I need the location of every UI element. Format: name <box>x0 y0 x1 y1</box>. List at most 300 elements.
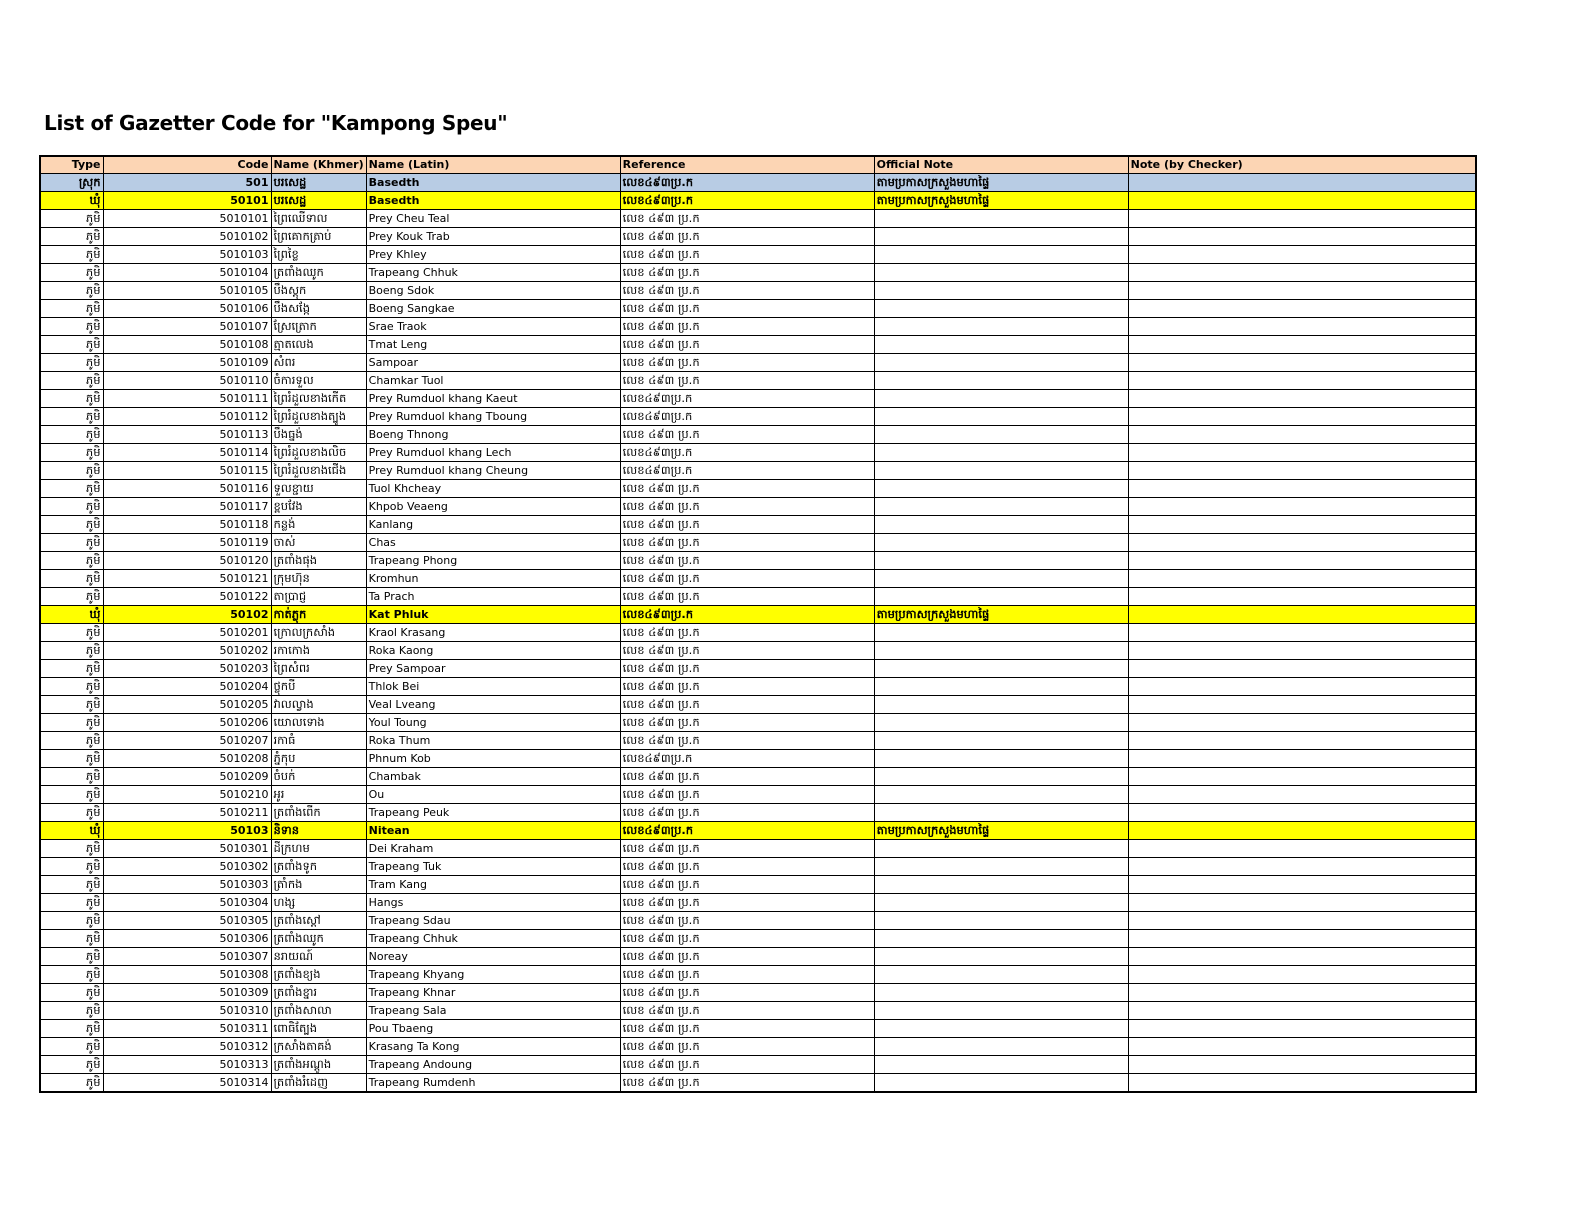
cell-name-khmer[interactable]: តាប្រាជ្ញ <box>271 588 366 606</box>
cell-official-note[interactable] <box>874 840 1128 858</box>
cell-note-checker[interactable] <box>1128 552 1476 570</box>
cell-name-khmer[interactable]: ត្រពាំងរំដេញ <box>271 1074 366 1093</box>
cell-reference[interactable]: លេខ៤៩៣ប្រ.ក <box>620 390 874 408</box>
cell-official-note[interactable] <box>874 552 1128 570</box>
cell-official-note[interactable] <box>874 408 1128 426</box>
cell-name-latin[interactable]: Kromhun <box>366 570 620 588</box>
cell-name-khmer[interactable]: ក្រសាំងតាគង់ <box>271 1038 366 1056</box>
cell-official-note[interactable] <box>874 984 1128 1002</box>
cell-reference[interactable]: លេខ ៤៩៣ ប្រ.ក <box>620 354 874 372</box>
cell-name-latin[interactable]: Prey Rumduol khang Cheung <box>366 462 620 480</box>
cell-official-note[interactable] <box>874 696 1128 714</box>
cell-type[interactable]: ភូមិ <box>40 696 103 714</box>
cell-official-note[interactable] <box>874 894 1128 912</box>
cell-note-checker[interactable] <box>1128 912 1476 930</box>
cell-code[interactable]: 5010314 <box>103 1074 271 1093</box>
cell-type[interactable]: ភូមិ <box>40 966 103 984</box>
cell-code[interactable]: 50103 <box>103 822 271 840</box>
cell-code[interactable]: 5010208 <box>103 750 271 768</box>
cell-note-checker[interactable] <box>1128 840 1476 858</box>
cell-name-latin[interactable]: Ta Prach <box>366 588 620 606</box>
cell-official-note[interactable] <box>874 480 1128 498</box>
cell-reference[interactable]: លេខ ៤៩៣ ប្រ.ក <box>620 948 874 966</box>
cell-note-checker[interactable] <box>1128 516 1476 534</box>
cell-note-checker[interactable] <box>1128 624 1476 642</box>
cell-name-khmer[interactable]: នរាយណ៍ <box>271 948 366 966</box>
cell-code[interactable]: 5010306 <box>103 930 271 948</box>
cell-code[interactable]: 5010122 <box>103 588 271 606</box>
cell-reference[interactable]: លេខ ៤៩៣ ប្រ.ក <box>620 282 874 300</box>
cell-type[interactable]: ភូមិ <box>40 552 103 570</box>
cell-name-latin[interactable]: Hangs <box>366 894 620 912</box>
cell-official-note[interactable] <box>874 786 1128 804</box>
cell-reference[interactable]: លេខ ៤៩៣ ប្រ.ក <box>620 588 874 606</box>
cell-reference[interactable]: លេខ ៤៩៣ ប្រ.ក <box>620 1056 874 1074</box>
cell-note-checker[interactable] <box>1128 408 1476 426</box>
cell-name-khmer[interactable]: ត្រពាំងឈូក <box>271 930 366 948</box>
cell-code[interactable]: 5010115 <box>103 462 271 480</box>
cell-name-khmer[interactable]: ត្រពាំងខ្យង <box>271 966 366 984</box>
cell-name-latin[interactable]: Kat Phluk <box>366 606 620 624</box>
cell-code[interactable]: 5010102 <box>103 228 271 246</box>
cell-name-khmer[interactable]: ក្រុមហ៊ុន <box>271 570 366 588</box>
cell-name-khmer[interactable]: ត្រពាំងពើក <box>271 804 366 822</box>
cell-official-note[interactable] <box>874 876 1128 894</box>
cell-reference[interactable]: លេខ ៤៩៣ ប្រ.ក <box>620 858 874 876</box>
cell-reference[interactable]: លេខ ៤៩៣ ប្រ.ក <box>620 894 874 912</box>
cell-name-latin[interactable]: Trapeang Sala <box>366 1002 620 1020</box>
cell-name-latin[interactable]: Prey Rumduol khang Kaeut <box>366 390 620 408</box>
cell-official-note[interactable] <box>874 354 1128 372</box>
cell-reference[interactable]: លេខ៤៩៣ប្រ.ក <box>620 174 874 192</box>
cell-name-latin[interactable]: Chambak <box>366 768 620 786</box>
cell-official-note[interactable] <box>874 750 1128 768</box>
cell-code[interactable]: 5010307 <box>103 948 271 966</box>
cell-official-note[interactable] <box>874 300 1128 318</box>
cell-name-khmer[interactable]: បរសេដ្ឋ <box>271 174 366 192</box>
cell-name-latin[interactable]: Khpob Veaeng <box>366 498 620 516</box>
cell-name-khmer[interactable]: ត្រពាំងអណ្ដូង <box>271 1056 366 1074</box>
cell-name-latin[interactable]: Trapeang Chhuk <box>366 264 620 282</box>
cell-name-latin[interactable]: Noreay <box>366 948 620 966</box>
cell-reference[interactable]: លេខ ៤៩៣ ប្រ.ក <box>620 228 874 246</box>
cell-note-checker[interactable] <box>1128 768 1476 786</box>
cell-type[interactable]: ភូមិ <box>40 1074 103 1093</box>
cell-note-checker[interactable] <box>1128 534 1476 552</box>
cell-type[interactable]: ភូមិ <box>40 390 103 408</box>
cell-name-khmer[interactable]: ចំការទួល <box>271 372 366 390</box>
cell-official-note[interactable] <box>874 588 1128 606</box>
cell-type[interactable]: ភូមិ <box>40 534 103 552</box>
cell-name-khmer[interactable]: ចាស់ <box>271 534 366 552</box>
cell-reference[interactable]: លេខ ៤៩៣ ប្រ.ក <box>620 912 874 930</box>
cell-official-note[interactable] <box>874 678 1128 696</box>
cell-type[interactable]: ភូមិ <box>40 912 103 930</box>
cell-note-checker[interactable] <box>1128 354 1476 372</box>
cell-name-latin[interactable]: Trapeang Khyang <box>366 966 620 984</box>
cell-official-note[interactable] <box>874 1002 1128 1020</box>
cell-name-khmer[interactable]: ដីក្រហម <box>271 840 366 858</box>
cell-official-note[interactable] <box>874 624 1128 642</box>
cell-name-latin[interactable]: Boeng Sdok <box>366 282 620 300</box>
cell-reference[interactable]: លេខ៤៩៣ប្រ.ក <box>620 750 874 768</box>
cell-official-note[interactable] <box>874 1074 1128 1093</box>
cell-name-latin[interactable]: Srae Traok <box>366 318 620 336</box>
cell-name-khmer[interactable]: កាត់ភ្លុក <box>271 606 366 624</box>
cell-note-checker[interactable] <box>1128 570 1476 588</box>
cell-type[interactable]: ឃុំ <box>40 606 103 624</box>
cell-name-latin[interactable]: Basedth <box>366 192 620 210</box>
cell-name-khmer[interactable]: ព្រៃរំដួលខាងត្បូង <box>271 408 366 426</box>
cell-official-note[interactable] <box>874 498 1128 516</box>
cell-type[interactable]: ភូមិ <box>40 678 103 696</box>
cell-reference[interactable]: លេខ ៤៩៣ ប្រ.ក <box>620 966 874 984</box>
cell-note-checker[interactable] <box>1128 966 1476 984</box>
cell-official-note[interactable]: តាមប្រកាសក្រសួងមហាផ្ទៃ <box>874 822 1128 840</box>
cell-name-khmer[interactable]: បឹងស្ដុក <box>271 282 366 300</box>
cell-reference[interactable]: លេខ៤៩៣ប្រ.ក <box>620 606 874 624</box>
cell-note-checker[interactable] <box>1128 714 1476 732</box>
cell-code[interactable]: 5010106 <box>103 300 271 318</box>
cell-code[interactable]: 50101 <box>103 192 271 210</box>
cell-name-khmer[interactable]: ត្រពាំងផុង <box>271 552 366 570</box>
cell-note-checker[interactable] <box>1128 804 1476 822</box>
cell-type[interactable]: ភូមិ <box>40 228 103 246</box>
cell-note-checker[interactable] <box>1128 1074 1476 1093</box>
cell-name-latin[interactable]: Trapeang Phong <box>366 552 620 570</box>
cell-reference[interactable]: លេខ ៤៩៣ ប្រ.ក <box>620 534 874 552</box>
cell-code[interactable]: 5010201 <box>103 624 271 642</box>
cell-note-checker[interactable] <box>1128 894 1476 912</box>
cell-name-khmer[interactable]: រកាធំ <box>271 732 366 750</box>
cell-code[interactable]: 5010207 <box>103 732 271 750</box>
cell-code[interactable]: 5010301 <box>103 840 271 858</box>
cell-reference[interactable]: លេខ ៤៩៣ ប្រ.ក <box>620 246 874 264</box>
cell-official-note[interactable] <box>874 282 1128 300</box>
cell-code[interactable]: 5010305 <box>103 912 271 930</box>
cell-official-note[interactable] <box>874 1056 1128 1074</box>
cell-code[interactable]: 5010205 <box>103 696 271 714</box>
cell-type[interactable]: ភូមិ <box>40 318 103 336</box>
cell-name-khmer[interactable]: ថ្លុកបី <box>271 678 366 696</box>
cell-name-latin[interactable]: Boeng Thnong <box>366 426 620 444</box>
column-header-code[interactable]: Code <box>103 156 271 174</box>
cell-name-khmer[interactable]: ស្រែត្រោក <box>271 318 366 336</box>
cell-note-checker[interactable] <box>1128 750 1476 768</box>
cell-type[interactable]: ភូមិ <box>40 1020 103 1038</box>
cell-note-checker[interactable] <box>1128 246 1476 264</box>
cell-note-checker[interactable] <box>1128 282 1476 300</box>
cell-name-khmer[interactable]: បរសេដ្ឋ <box>271 192 366 210</box>
cell-name-khmer[interactable]: យោលទោង <box>271 714 366 732</box>
cell-code[interactable]: 5010117 <box>103 498 271 516</box>
cell-type[interactable]: ភូមិ <box>40 444 103 462</box>
cell-name-latin[interactable]: Trapeang Khnar <box>366 984 620 1002</box>
cell-reference[interactable]: លេខ៤៩៣ប្រ.ក <box>620 192 874 210</box>
cell-type[interactable]: ភូមិ <box>40 480 103 498</box>
column-header-official-note[interactable]: Official Note <box>874 156 1128 174</box>
cell-code[interactable]: 5010119 <box>103 534 271 552</box>
cell-reference[interactable]: លេខ ៤៩៣ ប្រ.ក <box>620 264 874 282</box>
column-header-name-khmer[interactable]: Name (Khmer) <box>271 156 366 174</box>
cell-official-note[interactable] <box>874 732 1128 750</box>
cell-code[interactable]: 5010103 <box>103 246 271 264</box>
cell-official-note[interactable]: តាមប្រកាសក្រសួងមហាផ្ទៃ <box>874 192 1128 210</box>
cell-type[interactable]: ភូមិ <box>40 408 103 426</box>
cell-reference[interactable]: លេខ ៤៩៣ ប្រ.ក <box>620 786 874 804</box>
cell-official-note[interactable] <box>874 336 1128 354</box>
cell-official-note[interactable] <box>874 1020 1128 1038</box>
cell-type[interactable]: ភូមិ <box>40 246 103 264</box>
cell-official-note[interactable]: តាមប្រកាសក្រសួងមហាផ្ទៃ <box>874 174 1128 192</box>
cell-name-latin[interactable]: Prey Rumduol khang Tboung <box>366 408 620 426</box>
cell-official-note[interactable] <box>874 714 1128 732</box>
cell-code[interactable]: 50102 <box>103 606 271 624</box>
cell-code[interactable]: 5010206 <box>103 714 271 732</box>
cell-name-khmer[interactable]: និទាន <box>271 822 366 840</box>
cell-name-khmer[interactable]: ហង្ស <box>271 894 366 912</box>
cell-type[interactable]: ភូមិ <box>40 804 103 822</box>
cell-name-khmer[interactable]: ព្រៃរំដួលខាងកើត <box>271 390 366 408</box>
cell-name-latin[interactable]: Thlok Bei <box>366 678 620 696</box>
cell-code[interactable]: 5010202 <box>103 642 271 660</box>
cell-official-note[interactable] <box>874 660 1128 678</box>
cell-note-checker[interactable] <box>1128 228 1476 246</box>
cell-name-khmer[interactable]: ព្រៃខ្លៃ <box>271 246 366 264</box>
cell-reference[interactable]: លេខ៤៩៣ប្រ.ក <box>620 462 874 480</box>
cell-type[interactable]: ស្រុក <box>40 174 103 192</box>
cell-reference[interactable]: លេខ ៤៩៣ ប្រ.ក <box>620 372 874 390</box>
cell-note-checker[interactable] <box>1128 696 1476 714</box>
cell-type[interactable]: ភូមិ <box>40 462 103 480</box>
cell-name-latin[interactable]: Prey Sampoar <box>366 660 620 678</box>
cell-name-khmer[interactable]: ត្រពាំងឈូក <box>271 264 366 282</box>
cell-code[interactable]: 5010113 <box>103 426 271 444</box>
cell-type[interactable]: ភូមិ <box>40 282 103 300</box>
cell-name-khmer[interactable]: ត្រពាំងខ្នារ <box>271 984 366 1002</box>
cell-note-checker[interactable] <box>1128 822 1476 840</box>
cell-type[interactable]: ភូមិ <box>40 426 103 444</box>
cell-reference[interactable]: លេខ ៤៩៣ ប្រ.ក <box>620 768 874 786</box>
cell-type[interactable]: ភូមិ <box>40 300 103 318</box>
cell-code[interactable]: 5010121 <box>103 570 271 588</box>
cell-official-note[interactable] <box>874 642 1128 660</box>
cell-reference[interactable]: លេខ៤៩៣ប្រ.ក <box>620 408 874 426</box>
cell-note-checker[interactable] <box>1128 660 1476 678</box>
cell-name-khmer[interactable]: ព្រៃសំពរ <box>271 660 366 678</box>
cell-type[interactable]: ភូមិ <box>40 660 103 678</box>
cell-note-checker[interactable] <box>1128 984 1476 1002</box>
cell-name-latin[interactable]: Trapeang Tuk <box>366 858 620 876</box>
cell-type[interactable]: ភូមិ <box>40 948 103 966</box>
cell-official-note[interactable] <box>874 372 1128 390</box>
cell-code[interactable]: 5010120 <box>103 552 271 570</box>
cell-code[interactable]: 5010108 <box>103 336 271 354</box>
cell-type[interactable]: ភូមិ <box>40 1038 103 1056</box>
cell-name-khmer[interactable]: អូរ <box>271 786 366 804</box>
cell-name-latin[interactable]: Tmat Leng <box>366 336 620 354</box>
cell-type[interactable]: ភូមិ <box>40 1056 103 1074</box>
cell-official-note[interactable] <box>874 444 1128 462</box>
cell-official-note[interactable] <box>874 570 1128 588</box>
column-header-note-checker[interactable]: Note (by Checker) <box>1128 156 1476 174</box>
cell-name-khmer[interactable]: បឹងសង្កែ <box>271 300 366 318</box>
cell-name-latin[interactable]: Prey Cheu Teal <box>366 210 620 228</box>
cell-reference[interactable]: លេខ ៤៩៣ ប្រ.ក <box>620 624 874 642</box>
cell-name-latin[interactable]: Prey Khley <box>366 246 620 264</box>
cell-name-latin[interactable]: Nitean <box>366 822 620 840</box>
cell-name-latin[interactable]: Ou <box>366 786 620 804</box>
cell-reference[interactable]: លេខ ៤៩៣ ប្រ.ក <box>620 714 874 732</box>
cell-code[interactable]: 5010112 <box>103 408 271 426</box>
cell-name-latin[interactable]: Krasang Ta Kong <box>366 1038 620 1056</box>
cell-type[interactable]: ភូមិ <box>40 372 103 390</box>
cell-official-note[interactable]: តាមប្រកាសក្រសួងមហាផ្ទៃ <box>874 606 1128 624</box>
cell-name-latin[interactable]: Trapeang Peuk <box>366 804 620 822</box>
cell-note-checker[interactable] <box>1128 318 1476 336</box>
cell-official-note[interactable] <box>874 246 1128 264</box>
cell-name-khmer[interactable]: ត្រពាំងស្ដៅ <box>271 912 366 930</box>
cell-code[interactable]: 5010109 <box>103 354 271 372</box>
cell-note-checker[interactable] <box>1128 786 1476 804</box>
cell-reference[interactable]: លេខ ៤៩៣ ប្រ.ក <box>620 336 874 354</box>
cell-note-checker[interactable] <box>1128 1038 1476 1056</box>
cell-reference[interactable]: លេខ ៤៩៣ ប្រ.ក <box>620 732 874 750</box>
cell-official-note[interactable] <box>874 1038 1128 1056</box>
cell-reference[interactable]: លេខ ៤៩៣ ប្រ.ក <box>620 642 874 660</box>
cell-name-khmer[interactable]: ព្រៃរំដួលខាងជើង <box>271 462 366 480</box>
cell-name-latin[interactable]: Tuol Khcheay <box>366 480 620 498</box>
cell-name-latin[interactable]: Youl Toung <box>366 714 620 732</box>
cell-official-note[interactable] <box>874 264 1128 282</box>
cell-type[interactable]: ភូមិ <box>40 840 103 858</box>
cell-name-latin[interactable]: Prey Kouk Trab <box>366 228 620 246</box>
cell-name-khmer[interactable]: ត្រពាំងទូក <box>271 858 366 876</box>
cell-code[interactable]: 5010312 <box>103 1038 271 1056</box>
cell-name-khmer[interactable]: ចំបក់ <box>271 768 366 786</box>
cell-reference[interactable]: លេខ៤៩៣ប្រ.ក <box>620 822 874 840</box>
cell-code[interactable]: 5010210 <box>103 786 271 804</box>
cell-code[interactable]: 5010204 <box>103 678 271 696</box>
cell-code[interactable]: 5010211 <box>103 804 271 822</box>
cell-reference[interactable]: លេខ ៤៩៣ ប្រ.ក <box>620 660 874 678</box>
cell-name-latin[interactable]: Chamkar Tuol <box>366 372 620 390</box>
cell-type[interactable]: ភូមិ <box>40 984 103 1002</box>
cell-code[interactable]: 5010313 <box>103 1056 271 1074</box>
cell-name-latin[interactable]: Trapeang Sdau <box>366 912 620 930</box>
cell-code[interactable]: 5010114 <box>103 444 271 462</box>
cell-note-checker[interactable] <box>1128 858 1476 876</box>
cell-official-note[interactable] <box>874 390 1128 408</box>
cell-type[interactable]: ភូមិ <box>40 732 103 750</box>
cell-note-checker[interactable] <box>1128 678 1476 696</box>
cell-official-note[interactable] <box>874 462 1128 480</box>
cell-code[interactable]: 5010302 <box>103 858 271 876</box>
cell-reference[interactable]: លេខ ៤៩៣ ប្រ.ក <box>620 516 874 534</box>
column-header-reference[interactable]: Reference <box>620 156 874 174</box>
cell-note-checker[interactable] <box>1128 264 1476 282</box>
cell-reference[interactable]: លេខ ៤៩៣ ប្រ.ក <box>620 1038 874 1056</box>
cell-note-checker[interactable] <box>1128 426 1476 444</box>
cell-code[interactable]: 5010107 <box>103 318 271 336</box>
cell-code[interactable]: 5010118 <box>103 516 271 534</box>
cell-type[interactable]: ភូមិ <box>40 516 103 534</box>
cell-reference[interactable]: លេខ ៤៩៣ ប្រ.ក <box>620 1074 874 1093</box>
cell-type[interactable]: ភូមិ <box>40 894 103 912</box>
cell-official-note[interactable] <box>874 948 1128 966</box>
cell-name-khmer[interactable]: ព្រៃគោកត្រាប់ <box>271 228 366 246</box>
column-header-type[interactable]: Type <box>40 156 103 174</box>
cell-type[interactable]: ភូមិ <box>40 930 103 948</box>
cell-name-khmer[interactable]: បឹងធ្នង់ <box>271 426 366 444</box>
cell-note-checker[interactable] <box>1128 336 1476 354</box>
cell-reference[interactable]: លេខ ៤៩៣ ប្រ.ក <box>620 804 874 822</box>
cell-code[interactable]: 5010310 <box>103 1002 271 1020</box>
cell-name-latin[interactable]: Roka Thum <box>366 732 620 750</box>
cell-code[interactable]: 5010311 <box>103 1020 271 1038</box>
cell-type[interactable]: ភូមិ <box>40 336 103 354</box>
cell-reference[interactable]: លេខ ៤៩៣ ប្រ.ក <box>620 1020 874 1038</box>
cell-code[interactable]: 5010304 <box>103 894 271 912</box>
cell-name-khmer[interactable]: ទួលខ្ជាយ <box>271 480 366 498</box>
cell-official-note[interactable] <box>874 426 1128 444</box>
cell-note-checker[interactable] <box>1128 732 1476 750</box>
cell-name-latin[interactable]: Sampoar <box>366 354 620 372</box>
cell-note-checker[interactable] <box>1128 210 1476 228</box>
cell-official-note[interactable] <box>874 966 1128 984</box>
column-header-name-latin[interactable]: Name (Latin) <box>366 156 620 174</box>
cell-name-latin[interactable]: Veal Lveang <box>366 696 620 714</box>
cell-note-checker[interactable] <box>1128 174 1476 192</box>
cell-code[interactable]: 5010303 <box>103 876 271 894</box>
cell-name-khmer[interactable]: ខ្ពបវែង <box>271 498 366 516</box>
cell-note-checker[interactable] <box>1128 480 1476 498</box>
cell-name-latin[interactable]: Boeng Sangkae <box>366 300 620 318</box>
cell-name-latin[interactable]: Pou Tbaeng <box>366 1020 620 1038</box>
cell-name-khmer[interactable]: ត្រពាំងសាលា <box>271 1002 366 1020</box>
cell-type[interactable]: ភូមិ <box>40 750 103 768</box>
cell-code[interactable]: 501 <box>103 174 271 192</box>
cell-code[interactable]: 5010116 <box>103 480 271 498</box>
cell-name-latin[interactable]: Basedth <box>366 174 620 192</box>
cell-name-khmer[interactable]: កន្លង់ <box>271 516 366 534</box>
cell-name-khmer[interactable]: ព្រៃឈើទាល <box>271 210 366 228</box>
cell-note-checker[interactable] <box>1128 948 1476 966</box>
cell-reference[interactable]: លេខ ៤៩៣ ប្រ.ក <box>620 984 874 1002</box>
cell-type[interactable]: ឃុំ <box>40 822 103 840</box>
cell-reference[interactable]: លេខ ៤៩៣ ប្រ.ក <box>620 318 874 336</box>
cell-reference[interactable]: លេខ ៤៩៣ ប្រ.ក <box>620 696 874 714</box>
cell-note-checker[interactable] <box>1128 390 1476 408</box>
cell-official-note[interactable] <box>874 228 1128 246</box>
cell-name-khmer[interactable]: ត្មាតលេង <box>271 336 366 354</box>
cell-note-checker[interactable] <box>1128 876 1476 894</box>
cell-reference[interactable]: លេខ ៤៩៣ ប្រ.ក <box>620 498 874 516</box>
cell-code[interactable]: 5010308 <box>103 966 271 984</box>
cell-note-checker[interactable] <box>1128 588 1476 606</box>
cell-note-checker[interactable] <box>1128 642 1476 660</box>
cell-type[interactable]: ឃុំ <box>40 192 103 210</box>
cell-name-latin[interactable]: Prey Rumduol khang Lech <box>366 444 620 462</box>
cell-reference[interactable]: លេខ៤៩៣ប្រ.ក <box>620 444 874 462</box>
cell-type[interactable]: ភូមិ <box>40 354 103 372</box>
cell-name-latin[interactable]: Kanlang <box>366 516 620 534</box>
cell-type[interactable]: ភូមិ <box>40 786 103 804</box>
cell-name-latin[interactable]: Kraol Krasang <box>366 624 620 642</box>
cell-type[interactable]: ភូមិ <box>40 642 103 660</box>
cell-name-latin[interactable]: Trapeang Andoung <box>366 1056 620 1074</box>
cell-reference[interactable]: លេខ ៤៩៣ ប្រ.ក <box>620 570 874 588</box>
